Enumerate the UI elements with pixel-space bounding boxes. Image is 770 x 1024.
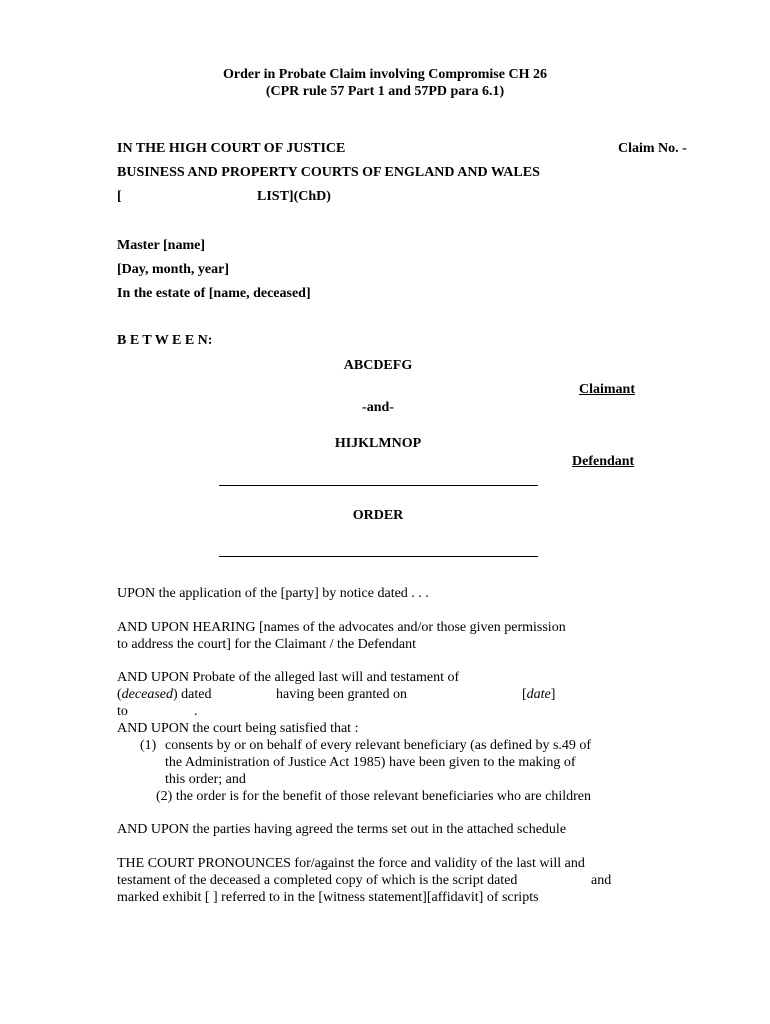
probate-granted: having been granted on bbox=[276, 687, 408, 702]
between-heading: B E T W E E N: bbox=[117, 333, 213, 348]
satisfied-line: AND UPON the court being satisfied that : bbox=[117, 721, 359, 736]
claimant-label: Claimant bbox=[579, 382, 635, 397]
probate-date-field bbox=[522, 686, 555, 703]
probate-date-open: [ bbox=[522, 687, 527, 702]
probate-line-1: AND UPON Probate of the alleged last will and testament of bbox=[117, 670, 460, 685]
document-subtitle: (CPR rule 57 Part 1 and 57PD para 6.1) bbox=[265, 84, 505, 99]
claim-number: Claim No. - bbox=[618, 141, 687, 156]
item-1-line-1: consents by or on behalf of every relevant beneficiary (as defined by s.49 of bbox=[165, 738, 592, 753]
court-division: BUSINESS AND PROPERTY COURTS OF ENGLAND AND WALES bbox=[117, 165, 540, 180]
document-title: Order in Probate Claim involving Compromise CH 26 bbox=[223, 67, 547, 82]
item-2: (2) the order is for the benefit of those relevant beneficiaries who are children bbox=[156, 789, 591, 804]
pronounces-line-2: testament of the deceased a completed copy of which is the script dated bbox=[117, 873, 518, 888]
estate-of: In the estate of [name, deceased] bbox=[117, 286, 311, 301]
list-bracket-open: [ bbox=[117, 189, 122, 204]
pronounces-line-3: marked exhibit [ ] referred to in the [witness statement][affidavit] of scripts bbox=[117, 890, 539, 905]
probate-line-2 bbox=[117, 686, 211, 703]
item-1-number: (1) bbox=[140, 738, 157, 753]
pronounces-and: and bbox=[591, 873, 612, 888]
claimant-name: ABCDEFG bbox=[343, 358, 413, 373]
probate-paren-open: ( bbox=[117, 687, 122, 702]
court-name: IN THE HIGH COURT OF JUSTICE bbox=[117, 141, 346, 156]
order-heading: ORDER bbox=[352, 508, 404, 523]
probate-to: to bbox=[117, 704, 128, 719]
probate-dated: ) dated bbox=[172, 687, 212, 702]
divider-bottom bbox=[219, 556, 538, 557]
defendant-label: Defendant bbox=[572, 454, 635, 469]
list-name: LIST](ChD) bbox=[257, 189, 331, 204]
defendant-name: HIJKLMNOP bbox=[334, 436, 422, 451]
hearing-line-2: to address the court] for the Claimant / the Defendant bbox=[117, 637, 416, 652]
divider-top bbox=[219, 485, 538, 486]
master-name: Master [name] bbox=[117, 238, 205, 253]
item-1-line-2: the Administration of Justice Act 1985) have been given to the making of bbox=[165, 755, 576, 770]
order-date: [Day, month, year] bbox=[117, 262, 229, 277]
pronounces-line-1: THE COURT PRONOUNCES for/against the force and validity of the last will and bbox=[117, 856, 585, 871]
agreed-line: AND UPON the parties having agreed the terms set out in the attached schedule bbox=[117, 822, 567, 837]
probate-date: date bbox=[526, 687, 551, 702]
probate-date-close: ] bbox=[550, 687, 556, 702]
item-1-line-3: this order; and bbox=[165, 772, 246, 787]
and-separator: -and- bbox=[362, 400, 394, 415]
probate-dot: . bbox=[194, 704, 198, 719]
upon-application: UPON the application of the [party] by notice dated . . . bbox=[117, 586, 429, 601]
hearing-line-1: AND UPON HEARING [names of the advocates and/or those given permission bbox=[117, 620, 566, 635]
probate-deceased: deceased bbox=[121, 687, 173, 702]
